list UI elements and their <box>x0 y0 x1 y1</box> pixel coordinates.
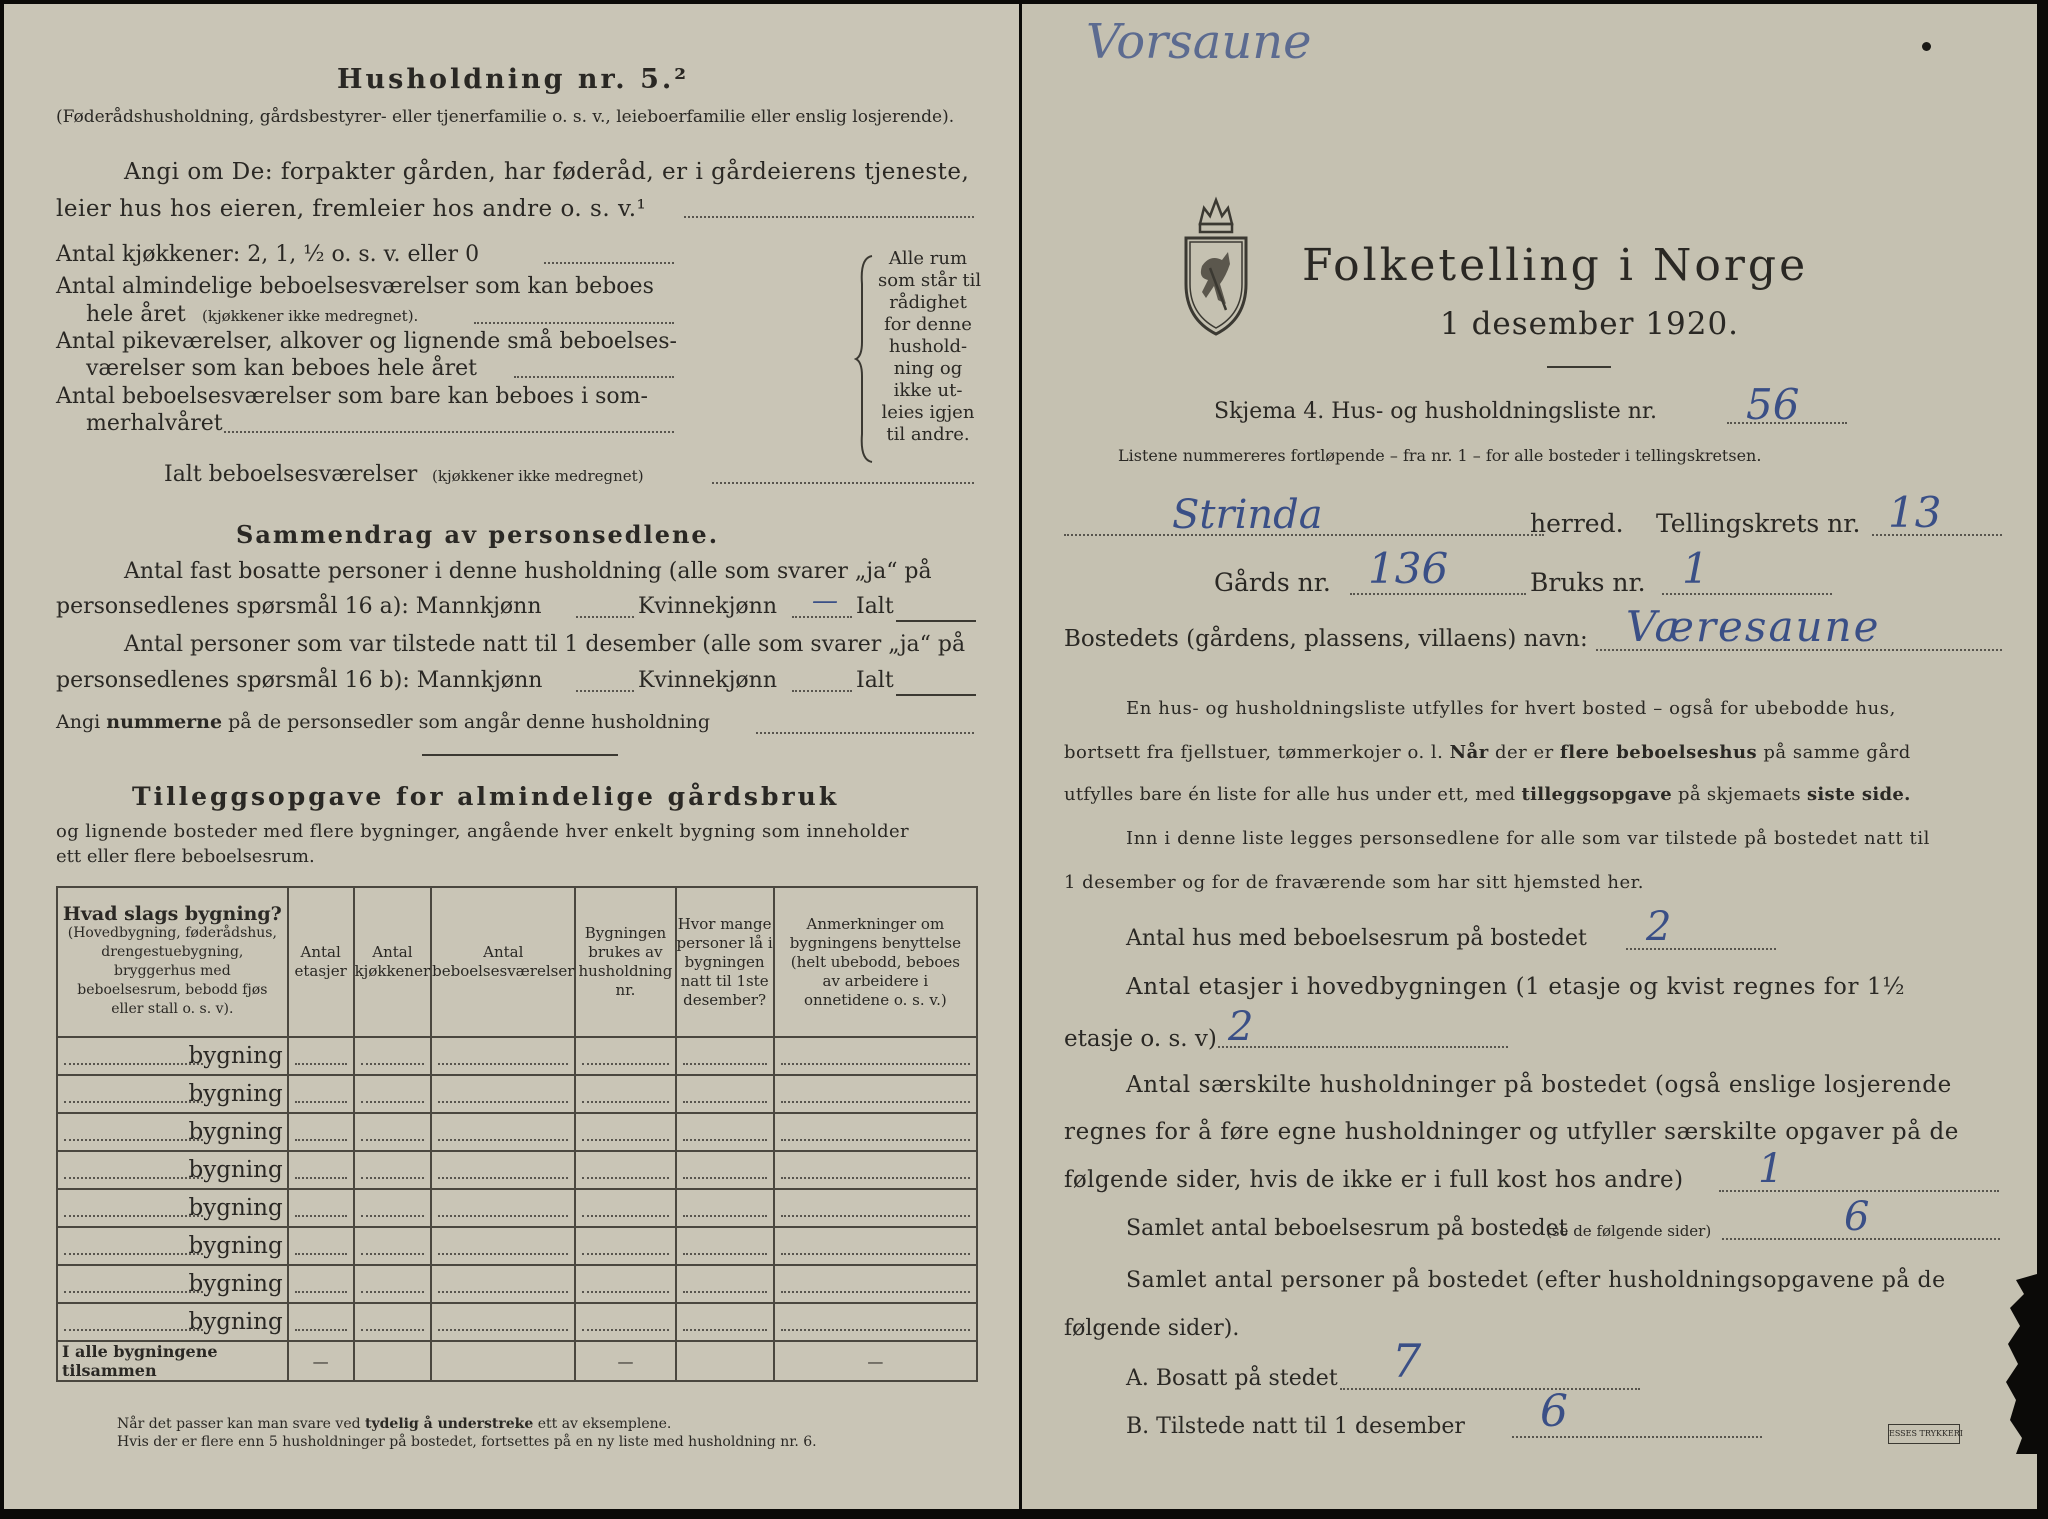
present-female-label: Kvinnekjønn <box>638 668 777 693</box>
building-cell[interactable] <box>676 1113 774 1151</box>
building-cell[interactable] <box>676 1303 774 1341</box>
floors-line-2: etasje o. s. v) <box>1064 1026 1217 1052</box>
building-row-label: bygning <box>188 1119 283 1145</box>
building-cell[interactable] <box>774 1265 977 1303</box>
person-numbers-line: Angi nummerne på de personsedler som angår denne husholdning <box>56 711 711 733</box>
instruction-2-line-2: 1 desember og for de fraværende som har sitt hjemsted her. <box>1064 872 1644 893</box>
gards-field[interactable] <box>1350 593 1526 595</box>
building-cell[interactable] <box>354 1189 432 1227</box>
buildings-table-header <box>57 887 977 1037</box>
col-kitchens: Antal kjøkkener <box>354 887 432 1037</box>
households-line-2: regnes for å føre egne husholdninger og utfyller særskilte opgaver på de <box>1064 1119 1959 1145</box>
present-label: B. Tilstede natt til 1 desember <box>1126 1414 1465 1439</box>
kitchens-label: Antal kjøkkener: 2, 1, ½ o. s. v. eller 0 <box>56 242 480 267</box>
building-cell[interactable] <box>575 1037 675 1075</box>
floors-line-1: Antal etasjer i hovedbygningen (1 etasje og kvist regnes for 1½ <box>1126 974 1906 1000</box>
present-female-field[interactable] <box>792 690 852 692</box>
building-cell[interactable] <box>354 1303 432 1341</box>
building-row-label: bygning <box>188 1195 283 1221</box>
building-cell[interactable] <box>676 1151 774 1189</box>
torn-edge <box>1972 1274 2037 1454</box>
col-floors: Antal etasjer <box>288 887 354 1037</box>
floors-field[interactable] <box>1218 1046 1508 1048</box>
building-row <box>57 1189 977 1227</box>
rooms-total-value: 6 <box>1844 1194 1870 1240</box>
building-cell[interactable] <box>288 1189 354 1227</box>
household-subtitle: (Føderådshusholdning, gårdsbestyrer- eller tjenerfamilie o. s. v., leieboerfamilie eller enslig losjerende). <box>56 107 955 127</box>
col-persons: Hvor mange personer lå i bygningen natt til 1ste desember? <box>676 887 774 1037</box>
total-rooms-field[interactable] <box>712 482 974 484</box>
instruction-1-line-3: utfylles bare én liste for alle hus under ett, med tilleggsopgave på skjemaets siste side. <box>1064 784 1911 805</box>
building-cell[interactable] <box>774 1303 977 1341</box>
building-cell[interactable] <box>431 1075 575 1113</box>
total-row-label: I alle bygningene tilsammen <box>57 1341 288 1381</box>
building-type-cell[interactable] <box>57 1113 288 1151</box>
total-persons[interactable] <box>676 1341 774 1381</box>
building-cell[interactable] <box>774 1227 977 1265</box>
building-cell[interactable] <box>575 1227 675 1265</box>
krets-value: 13 <box>1888 488 1942 537</box>
building-cell[interactable] <box>575 1113 675 1151</box>
krets-label: Tellingskrets nr. <box>1656 509 1861 538</box>
building-cell[interactable] <box>676 1037 774 1075</box>
building-cell[interactable] <box>288 1037 354 1075</box>
building-cell[interactable] <box>575 1151 675 1189</box>
building-cell[interactable] <box>288 1265 354 1303</box>
total-household: — <box>575 1341 675 1381</box>
supplement-heading: Tilleggsopgave for almindelige gårdsbruk <box>132 782 840 811</box>
building-type-cell[interactable] <box>57 1075 288 1113</box>
person-numbers-field[interactable] <box>756 732 974 734</box>
present-total-label: Ialt <box>856 668 894 693</box>
angi-line-1: Angi om De: forpakter gården, har føderåd, er i gårdeierens tjeneste, <box>124 159 970 185</box>
building-cell[interactable] <box>774 1037 977 1075</box>
building-cell[interactable] <box>676 1189 774 1227</box>
summary-present-line-1: Antal personer som var tilstede natt til 1 desember (alle som svarer „ja“ på <box>124 632 966 657</box>
building-cell[interactable] <box>676 1265 774 1303</box>
kitchens-field[interactable] <box>544 262 674 264</box>
summary-heading: Sammendrag av personsedlene. <box>236 520 720 549</box>
col-building-type: Hvad slags bygning? (Hovedbygning, føderådshus, drengestuebygning, bryggerhus med beboelsesrum, bebodd fjøs eller stall o. s. v). <box>57 887 288 1037</box>
total-rooms-note: (kjøkkener ikke medregnet) <box>432 467 644 485</box>
building-type-cell[interactable] <box>57 1303 288 1341</box>
angi-line-2: leier hus hos eieren, fremleier hos andre o. s. v.¹ <box>56 196 647 222</box>
building-row <box>57 1303 977 1341</box>
buildings-table <box>56 886 978 1382</box>
households-line-1: Antal særskilte husholdninger på bostedet (også enslige losjerende <box>1126 1072 1952 1098</box>
herred-value: Strinda <box>1172 492 1323 538</box>
footnote-2: Hvis der er flere enn 5 husholdninger på bostedet, fortsettes på en ny liste med husholdning nr. 6. <box>117 1434 817 1450</box>
present-value: 6 <box>1540 1386 1568 1437</box>
total-rooms[interactable] <box>431 1341 575 1381</box>
buildings-total-row <box>57 1341 977 1381</box>
total-remarks: — <box>774 1341 977 1381</box>
right-page <box>1022 4 2037 1509</box>
building-type-cell[interactable] <box>57 1037 288 1075</box>
building-cell[interactable] <box>288 1151 354 1189</box>
ordinary-rooms-note: (kjøkkener ikke medregnet). <box>202 307 419 325</box>
resident-label: A. Bosatt på stedet <box>1126 1366 1338 1391</box>
maid-rooms-field[interactable] <box>514 376 674 378</box>
census-date: 1 desember 1920. <box>1440 306 1740 342</box>
building-cell[interactable] <box>575 1189 675 1227</box>
footnote-1: Når det passer kan man svare ved tydelig å understreke ett av eksemplene. <box>117 1416 672 1432</box>
schema-number-value: 56 <box>1746 380 1800 429</box>
building-cell[interactable] <box>774 1189 977 1227</box>
total-kitchens[interactable] <box>354 1341 432 1381</box>
resident-female-value: — <box>812 586 838 616</box>
households-line-3: følgende sider, hvis de ikke er i full kost hos andre) <box>1064 1167 1684 1193</box>
resident-female-field[interactable] <box>792 616 852 618</box>
building-cell[interactable] <box>431 1037 575 1075</box>
building-cell[interactable] <box>288 1113 354 1151</box>
col-rooms: Antal beboelsesværelser <box>431 887 575 1037</box>
building-cell[interactable] <box>431 1189 575 1227</box>
resident-total-label: Ialt <box>856 594 894 619</box>
census-title: Folketelling i Norge <box>1302 240 1809 291</box>
building-cell[interactable] <box>354 1075 432 1113</box>
ink-dot <box>1922 42 1931 51</box>
instruction-1-line-1: En hus- og husholdningsliste utfylles for hvert bosted – også for ubebodde hus, <box>1126 698 1896 719</box>
building-cell[interactable] <box>676 1075 774 1113</box>
resident-field[interactable] <box>1340 1388 1640 1390</box>
building-row <box>57 1265 977 1303</box>
bosted-label: Bostedets (gårdens, plassens, villaens) navn: <box>1064 626 1588 652</box>
total-floors: — <box>288 1341 354 1381</box>
building-cell[interactable] <box>431 1113 575 1151</box>
printer-stamp: ESSES TRYKKERI <box>1888 1424 1960 1444</box>
building-cell[interactable] <box>354 1151 432 1189</box>
schema-label: Skjema 4. Hus- og husholdningsliste nr. <box>1214 399 1657 424</box>
left-page <box>4 4 1019 1509</box>
summary-resident-line-1: Antal fast bosatte personer i denne husholdning (alle som svarer „ja“ på <box>124 559 932 584</box>
building-cell[interactable] <box>774 1151 977 1189</box>
building-row-label: bygning <box>188 1157 283 1183</box>
instruction-2-line-1: Inn i denne liste legges personsedlene for alle som var tilstede på bostedet natt til <box>1126 828 1931 849</box>
resident-total-field[interactable] <box>896 620 976 622</box>
ordinary-rooms-label-1: Antal almindelige beboelsesværelser som kan beboes <box>56 274 654 299</box>
resident-value: 7 <box>1392 1334 1422 1388</box>
building-type-cell[interactable] <box>57 1189 288 1227</box>
supplement-subtitle-1: og lignende bosteder med flere bygninger, angående hver enkelt bygning som inneholder <box>56 821 910 842</box>
instruction-1-line-2: bortsett fra fjellstuer, tømmerkojer o. l. Når der er flere beboelseshus på samme gård <box>1064 742 1911 763</box>
brace-icon <box>854 254 878 464</box>
title-divider <box>1547 366 1611 368</box>
building-row <box>57 1151 977 1189</box>
household-title: Husholdning nr. 5.² <box>337 64 690 95</box>
building-cell[interactable] <box>354 1113 432 1151</box>
section-divider <box>422 754 618 756</box>
gards-label: Gårds nr. <box>1214 568 1331 597</box>
building-row-label: bygning <box>188 1233 283 1259</box>
persons-line-1: Samlet antal personer på bostedet (efter husholdningsopgavene på de <box>1126 1268 1946 1293</box>
herred-label: herred. <box>1530 509 1624 538</box>
summer-rooms-label-2: merhalvåret <box>86 411 223 436</box>
maid-rooms-label-2: værelser som kan beboes hele året <box>86 356 477 381</box>
bosted-value: Væresaune <box>1626 602 1881 651</box>
top-handwriting: Vorsaune <box>1086 14 1312 70</box>
building-cell[interactable] <box>354 1265 432 1303</box>
floors-value: 2 <box>1228 1004 1254 1050</box>
persons-line-2: følgende sider). <box>1064 1316 1240 1341</box>
total-rooms-label: Ialt beboelsesværelser <box>164 462 418 487</box>
building-cell[interactable] <box>288 1075 354 1113</box>
building-cell[interactable] <box>354 1227 432 1265</box>
building-cell[interactable] <box>431 1303 575 1341</box>
building-row <box>57 1227 977 1265</box>
building-cell[interactable] <box>575 1303 675 1341</box>
present-male-field[interactable] <box>576 690 634 692</box>
houses-value: 2 <box>1646 904 1672 950</box>
building-cell[interactable] <box>354 1037 432 1075</box>
gards-value: 136 <box>1368 544 1449 593</box>
building-row <box>57 1113 977 1151</box>
building-row-label: bygning <box>188 1081 283 1107</box>
summary-present-line-2: personsedlenes spørsmål 16 b): Mannkjønn <box>56 668 543 693</box>
building-cell[interactable] <box>431 1227 575 1265</box>
ordinary-rooms-field[interactable] <box>474 322 674 324</box>
maid-rooms-label-1: Antal pikeværelser, alkover og lignende små beboelses- <box>56 329 677 354</box>
building-cell[interactable] <box>288 1227 354 1265</box>
resident-female-label: Kvinnekjønn <box>638 594 777 619</box>
households-value: 1 <box>1758 1146 1784 1192</box>
ordinary-rooms-label-2: hele året <box>86 302 186 327</box>
rooms-total-label: Samlet antal beboelsesrum på bostedet <box>1126 1216 1568 1241</box>
resident-male-field[interactable] <box>576 616 634 618</box>
building-row <box>57 1037 977 1075</box>
building-row-label: bygning <box>188 1043 283 1069</box>
present-total-field[interactable] <box>896 694 976 696</box>
building-cell[interactable] <box>288 1303 354 1341</box>
bruks-label: Bruks nr. <box>1530 568 1646 597</box>
building-row-label: bygning <box>188 1309 283 1335</box>
summer-rooms-label-1: Antal beboelsesværelser som bare kan beboes i som- <box>56 384 648 409</box>
building-type-cell[interactable] <box>57 1227 288 1265</box>
building-cell[interactable] <box>575 1075 675 1113</box>
rooms-total-note: (se de følgende sider) <box>1546 1222 1712 1240</box>
houses-label: Antal hus med beboelsesrum på bostedet <box>1126 926 1587 951</box>
building-cell[interactable] <box>676 1227 774 1265</box>
building-type-cell[interactable] <box>57 1151 288 1189</box>
building-row <box>57 1075 977 1113</box>
building-cell[interactable] <box>774 1113 977 1151</box>
building-cell[interactable] <box>431 1265 575 1303</box>
building-type-cell[interactable] <box>57 1265 288 1303</box>
summer-rooms-field[interactable] <box>224 431 674 433</box>
building-cell[interactable] <box>431 1151 575 1189</box>
building-cell[interactable] <box>575 1265 675 1303</box>
supplement-subtitle-2: ett eller flere beboelsesrum. <box>56 846 315 867</box>
building-row-label: bygning <box>188 1271 283 1297</box>
building-cell[interactable] <box>774 1075 977 1113</box>
brace-note: Alle rum som står til rådighet for denne hushold- ning og ikke ut- leies igjen til andre. <box>878 248 982 445</box>
bruks-field[interactable] <box>1662 593 1832 595</box>
col-remarks: Anmerkninger om bygningens benyttelse (helt ubebodd, beboes av arbeidere i onnetidene o. s. v.) <box>774 887 977 1037</box>
numbering-note: Listene nummereres fortløpende – fra nr. 1 – for alle bosteder i tellingskretsen. <box>1118 446 1762 465</box>
bruks-value: 1 <box>1682 544 1709 593</box>
coat-of-arms-icon <box>1180 194 1252 339</box>
summary-resident-line-2: personsedlenes spørsmål 16 a): Mannkjønn <box>56 594 542 619</box>
angi-fill-line[interactable] <box>684 216 974 218</box>
col-household-no: Bygningen brukes av husholdning nr. <box>575 887 675 1037</box>
